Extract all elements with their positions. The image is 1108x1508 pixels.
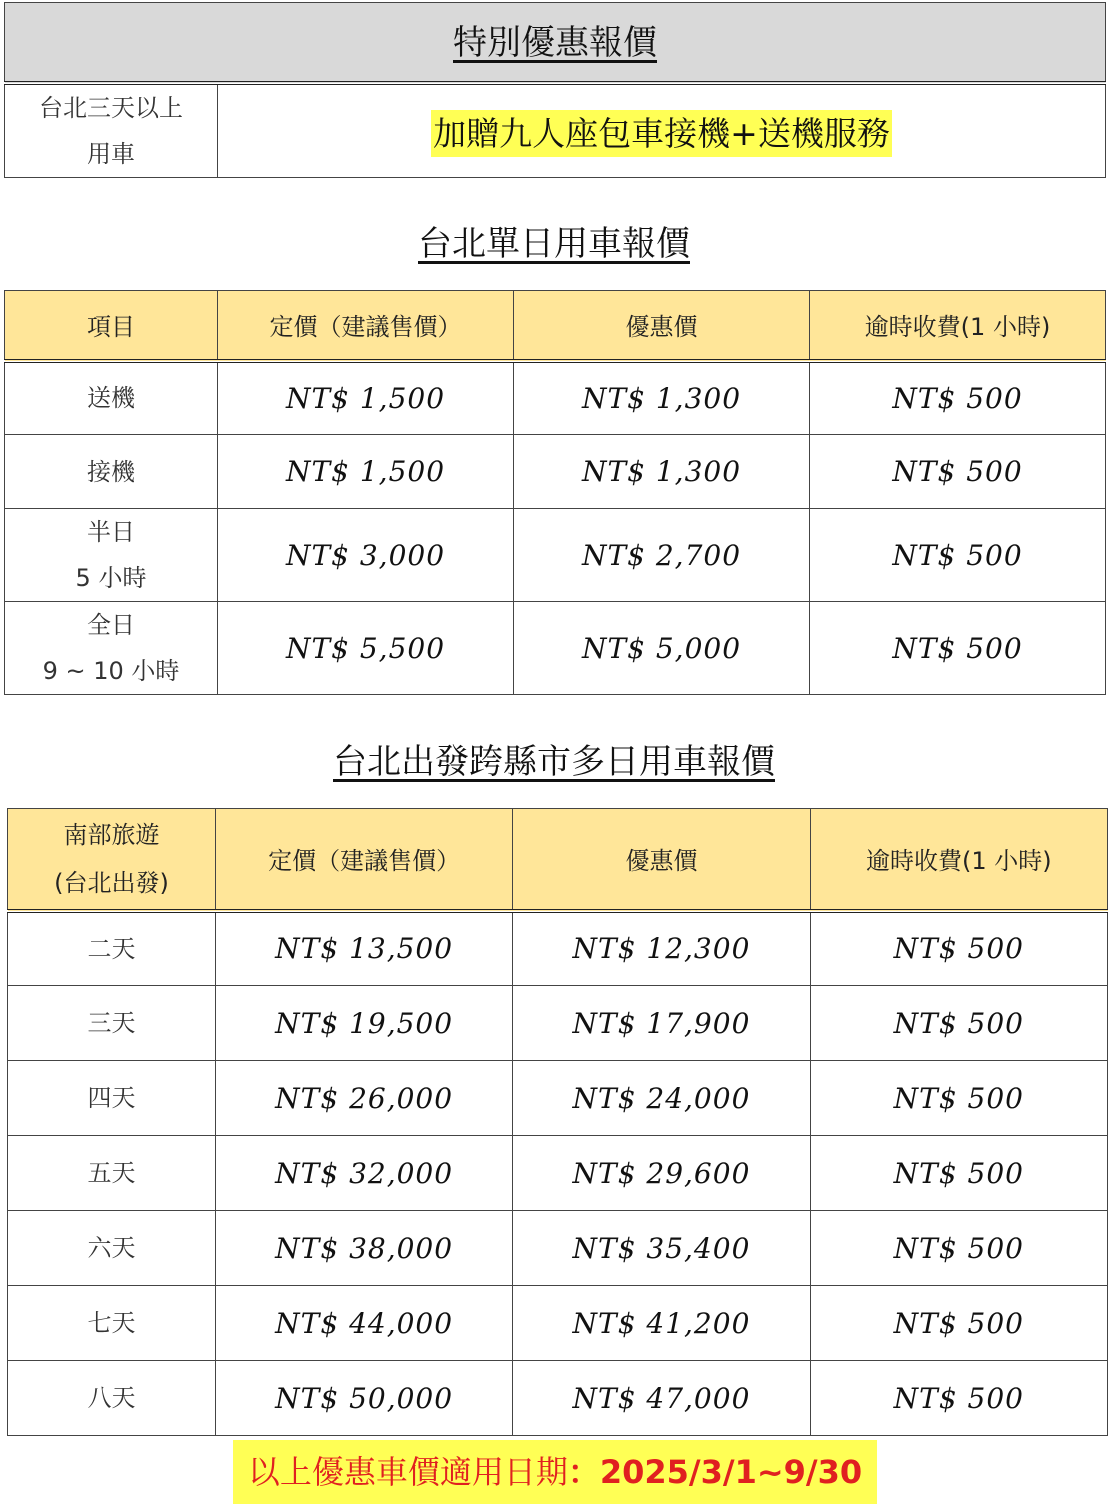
special-offer-table [4,2,1106,178]
list-price: NT$ 38,000 [215,1211,512,1286]
list-price: NT$ 19,500 [215,986,512,1061]
row-item: 八天 [8,1361,216,1436]
promo-price: NT$ 12,300 [513,911,810,986]
table-row [8,986,1108,1061]
multi-header-promo-price: 優惠價 [513,809,810,911]
list-price: NT$ 1,500 [218,435,514,509]
row-item: 半日 5 小時 [5,509,218,602]
list-price: NT$ 3,000 [218,509,514,602]
multi-header-list-price: 定價（建議售價） [215,809,512,911]
overtime-fee: NT$ 500 [810,1211,1107,1286]
condition-line-1: 台北三天以上 [39,94,183,122]
special-offer-title-cell [5,3,1106,76]
validity-note [233,1440,877,1504]
list-price: NT$ 1,500 [218,361,514,435]
list-price: NT$ 50,000 [215,1361,512,1436]
promo-price: NT$ 1,300 [514,361,810,435]
table-row [8,1361,1108,1436]
list-price: NT$ 26,000 [215,1061,512,1136]
row-item: 四天 [8,1061,216,1136]
special-offer-title: 特別優惠報價 [453,22,657,63]
row-item: 七天 [8,1286,216,1361]
promo-price: NT$ 29,600 [513,1136,810,1211]
row-item: 五天 [8,1136,216,1211]
promo-price: NT$ 2,700 [514,509,810,602]
single-header-overtime: 逾時收費(1 小時) [810,291,1106,361]
condition-line-2: 用車 [87,140,135,168]
list-price: NT$ 5,500 [218,602,514,695]
table-row [5,361,1106,435]
list-price: NT$ 32,000 [215,1136,512,1211]
promo-price: NT$ 41,200 [513,1286,810,1361]
table-row [8,1136,1108,1211]
single-day-table [4,290,1106,695]
overtime-fee: NT$ 500 [810,1361,1107,1436]
table-row [5,509,1106,602]
table-row [8,1286,1108,1361]
row-item: 六天 [8,1211,216,1286]
single-day-title: 台北單日用車報價 [418,224,690,264]
validity-note-label: 以上優惠車價適用日期 [247,1453,568,1491]
promo-price: NT$ 35,400 [513,1211,810,1286]
overtime-fee: NT$ 500 [810,1061,1107,1136]
list-price: NT$ 44,000 [215,1286,512,1361]
special-offer-gift: 加贈九人座包車接機+送機服務 [431,110,892,157]
overtime-fee: NT$ 500 [810,435,1106,509]
row-item: 三天 [8,986,216,1061]
single-header-promo-price: 優惠價 [514,291,810,361]
special-offer-condition [5,83,218,178]
row-item: 全日 9 ~ 10 小時 [5,602,218,695]
table-row [8,1061,1108,1136]
single-header-list-price: 定價（建議售價） [218,291,514,361]
multi-day-title: 台北出發跨縣市多日用車報價 [333,742,775,782]
table-row [8,911,1108,986]
overtime-fee: NT$ 500 [810,1136,1107,1211]
multi-header-overtime: 逾時收費(1 小時) [810,809,1107,911]
overtime-fee: NT$ 500 [810,509,1106,602]
overtime-fee: NT$ 500 [810,1286,1107,1361]
table-row [5,602,1106,695]
promo-price: NT$ 5,000 [514,602,810,695]
multi-header-item: 南部旅遊 (台北出發) [8,809,216,911]
overtime-fee: NT$ 500 [810,911,1107,986]
validity-note-date: ：2025/3/1~9/30 [567,1453,863,1491]
row-item: 接機 [5,435,218,509]
title-divider [5,75,1106,83]
overtime-fee: NT$ 500 [810,602,1106,695]
single-header-item: 項目 [5,291,218,361]
promo-price: NT$ 17,900 [513,986,810,1061]
special-offer-gift-cell [218,83,1106,178]
row-item: 二天 [8,911,216,986]
promo-price: NT$ 1,300 [514,435,810,509]
promo-price: NT$ 24,000 [513,1061,810,1136]
table-row [5,435,1106,509]
row-item: 送機 [5,361,218,435]
list-price: NT$ 13,500 [215,911,512,986]
overtime-fee: NT$ 500 [810,361,1106,435]
table-row [8,1211,1108,1286]
overtime-fee: NT$ 500 [810,986,1107,1061]
promo-price: NT$ 47,000 [513,1361,810,1436]
multi-day-table [7,808,1108,1436]
